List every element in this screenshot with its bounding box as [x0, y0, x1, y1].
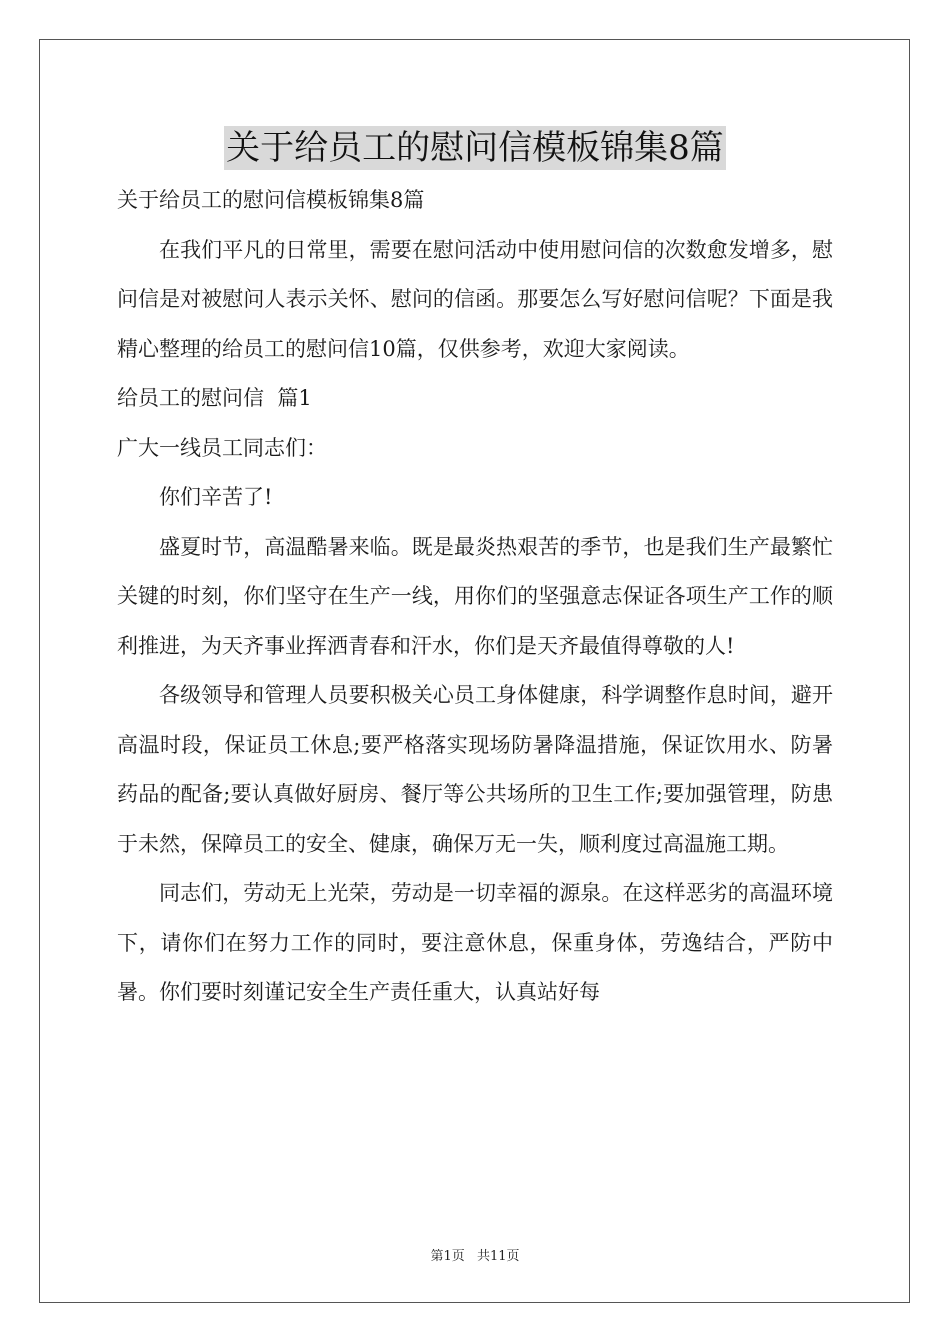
body-paragraph: 同志们，劳动无上光荣，劳动是一切幸福的源泉。在这样恶劣的高温环境下，请你们在努力工作的同时，要注意休息，保重身体，劳逸结合，严防中暑。你们要时刻谨记安全生产责任重大，认真站好每	[117, 881, 833, 1004]
page-count: 共11页	[476, 1249, 520, 1264]
salutation: 广大一线员工同志们：	[117, 435, 327, 460]
page-number: 第1页	[430, 1249, 465, 1264]
page-footer	[0, 1248, 950, 1266]
title-container	[0, 126, 950, 170]
document-body	[117, 176, 833, 1018]
body-paragraph: 各级领导和管理人员要积极关心员工身体健康，科学调整作息时间，避开高温时段，保证员工休息;要严格落实现场防暑降温措施，保证饮用水、防暑药品的配备;要认真做好厨房、餐厅等公共场所的卫生工作;要加强管理，防患于未然，保障员工的安全、健康，确保万无一失，顺利度过高温施工期。	[117, 683, 833, 856]
body-paragraph: 你们辛苦了!	[159, 485, 273, 509]
section-heading: 给员工的慰问信 篇1	[117, 386, 312, 410]
document-title: 关于给员工的慰问信模板锦集8篇	[226, 128, 724, 168]
document-subtitle: 关于给员工的慰问信模板锦集8篇	[117, 188, 425, 212]
intro-paragraph: 在我们平凡的日常里，需要在慰问活动中使用慰问信的次数愈发增多，慰问信是对被慰问人表示关怀、慰问的信函。那要怎么写好慰问信呢？下面是我精心整理的给员工的慰问信10篇，仅供参考，欢迎大家阅读。	[117, 237, 833, 361]
body-paragraph: 盛夏时节，高温酷暑来临。既是最炎热艰苦的季节，也是我们生产最繁忙关键的时刻，你们坚守在生产一线，用你们的坚强意志保证各项生产工作的顺利推进，为天齐事业挥洒青春和汗水，你们是天齐最值得尊敬的人!	[117, 534, 833, 658]
